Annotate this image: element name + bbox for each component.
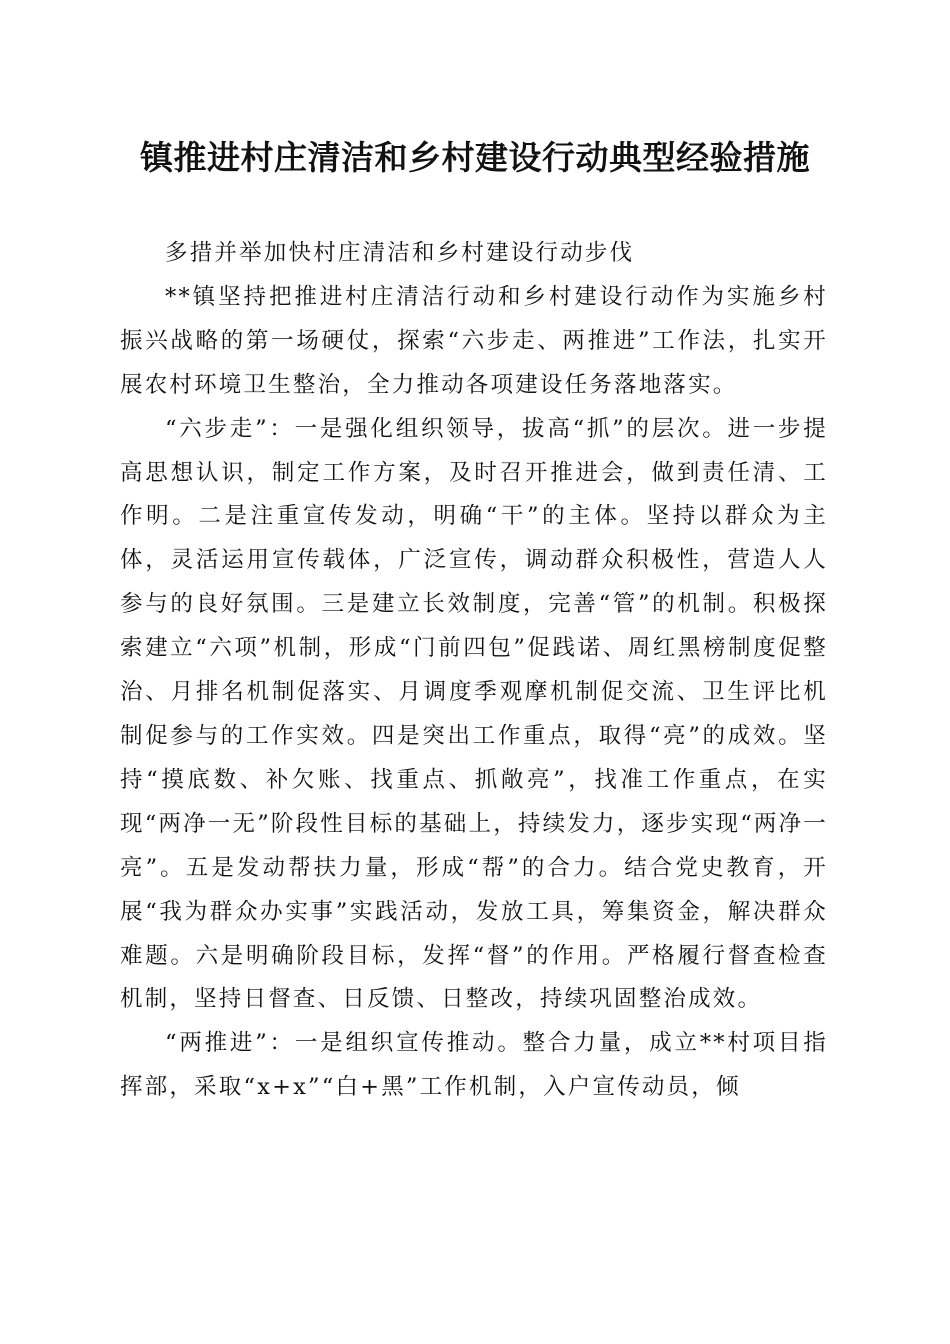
two-advances-paragraph: “两推进”：一是组织宣传推动。整合力量，成立**村项目指挥部，采取“x+x”“白+黑”工作机制，入户宣传动员，倾: [120, 1030, 828, 1101]
document-body: [120, 232, 828, 1110]
subtitle-paragraph: 多措并举加快村庄清洁和乡村建设行动步伐: [165, 240, 635, 266]
document-title: 镇推进村庄清洁和乡村建设行动典型经验措施: [140, 138, 810, 177]
six-steps-paragraph: “六步走”：一是强化组织领导，拔高“抓”的层次。进一步提高思想认识，制定工作方案，及时召开推进会，做到责任清、工作明。二是注重宣传发动，明确“干”的主体。坚持以群众为主体，灵活运用宣传载体，广泛宣传，调动群众积极性，营造人人参与的良好氛围。三是建立长效制度，完善“管”的机制。积极探索建立“六项”机制，形成“门前四包”促践诺、周红黑榜制度促整治、月排名机制促落实、月调度季观摩机制促交流、卫生评比机制促参与的工作实效。四是突出工作重点，取得“亮”的成效。坚持“摸底数、补欠账、找重点、抓敞亮”，找准工作重点，在实现“两净一无”阶段性目标的基础上，持续发力，逐步实现“两净一亮”。五是发动帮扶力量，形成“帮”的合力。结合党史教育，开展“我为群众办实事”实践活动，发放工具，筹集资金，解决群众难题。六是明确阶段目标，发挥“督”的作用。严格履行督查检查机制，坚持日督查、日反馈、日整改，持续巩固整治成效。: [120, 415, 829, 1013]
intro-paragraph: **镇坚持把推进村庄清洁行动和乡村建设行动作为实施乡村振兴战略的第一场硬仗，探索“六步走、两推进”工作法，扎实开展农村环境卫生整治，全力推动各项建设任务落地落实。: [120, 283, 828, 398]
